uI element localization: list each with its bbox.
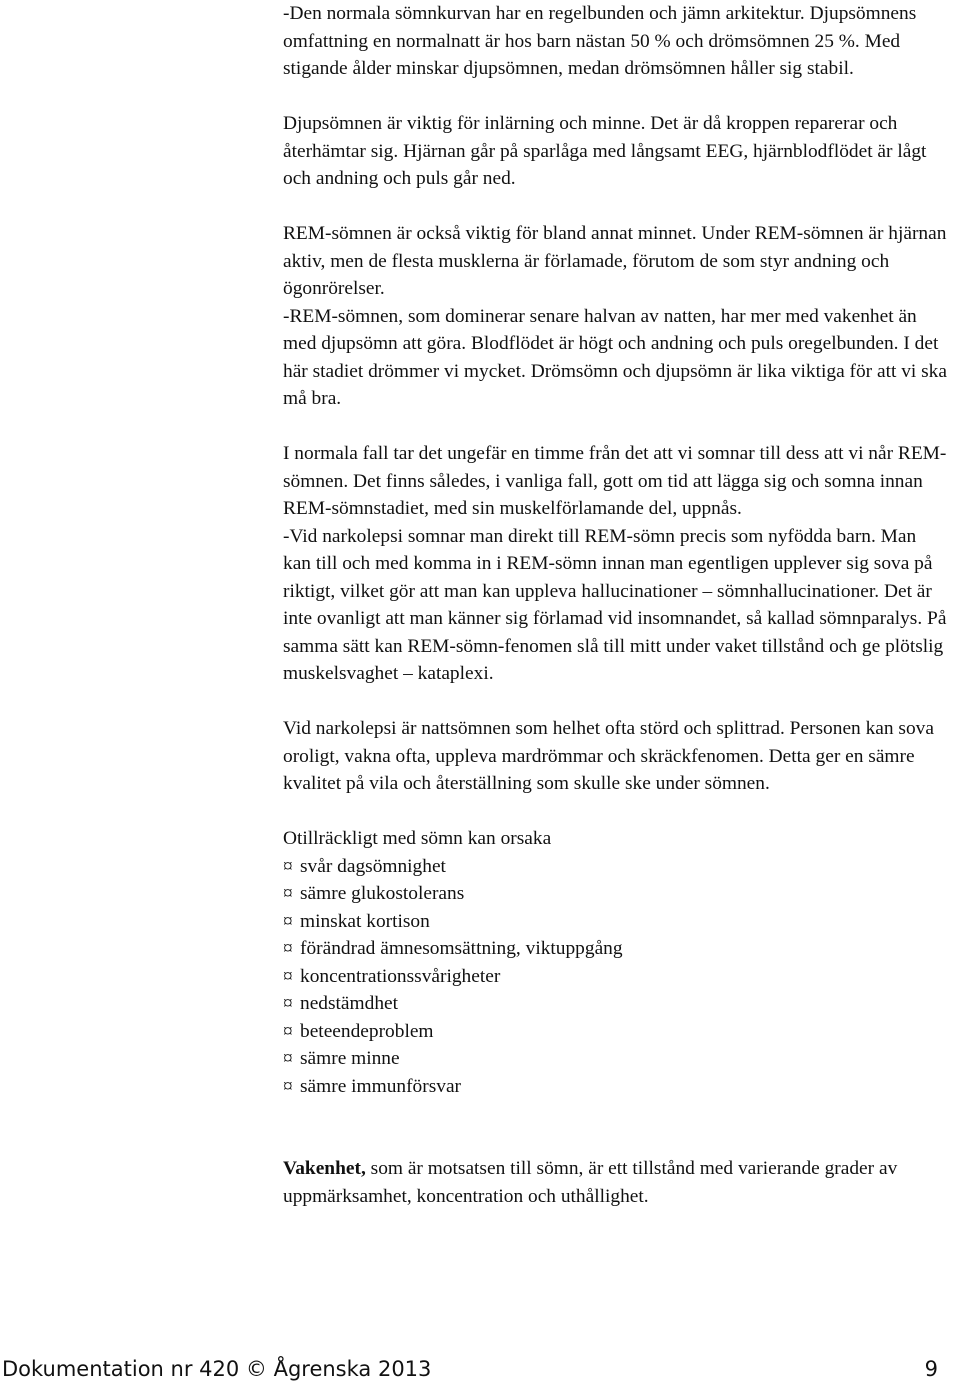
list-item: [283, 1045, 948, 1073]
paragraph-sleep-architecture: -Den normala sömnkurvan har en regelbunden och jämn arkitektur. Djupsömnens omfattning en normalnatt är hos barn nästan 50 % och drömsömnen 25 %. Med stigande ålder minskar djupsömnen, medan drömsömnen håller sig stabil.: [283, 3, 917, 79]
list-item-text: koncentrationssvårigheter: [300, 965, 501, 987]
list-item: [283, 1073, 948, 1101]
bullet-symbol: ¤: [283, 965, 293, 987]
document-body: [283, 0, 948, 1210]
list-item: [283, 963, 948, 991]
list-item-text: svår dagsömnighet: [300, 855, 446, 877]
bullet-symbol: ¤: [283, 938, 293, 959]
list-item: [283, 908, 948, 936]
footer-document-info: Dokumentation nr 420 © Ågrenska 2013: [2, 1357, 432, 1381]
list-item: [283, 853, 948, 881]
page-number: 9: [924, 1357, 938, 1381]
list-item: [283, 1018, 948, 1046]
bullet-symbol: ¤: [283, 883, 293, 904]
bullet-symbol: ¤: [283, 855, 293, 877]
paragraph-narcolepsy-onset: -Vid narkolepsi somnar man direkt till REM-sömn precis som nyfödda barn. Man kan till och med komma in i REM-sömn innan man egentligen upplever sig sova på riktigt, vilket gör att man kan uppleva hallucinationer – sömnhallucinationer. Det är inte ovanligt att man känner sig förlamad vid insomnandet, så kallad sömnparalys. På samma sätt kan REM-sömn-fenomen slå till mitt under vaket tillstånd och ge plötslig muskelsvaghet – kataplexi.: [283, 525, 947, 684]
list-item-text: sämre glukostolerans: [300, 883, 465, 904]
wakefulness-definition: som är motsatsen till sömn, är ett tillstånd med varierande grader av uppmärksamhet, koncentration och uthållighet.: [283, 1158, 898, 1207]
list-item-text: nedstämdhet: [300, 993, 399, 1014]
bullet-symbol: ¤: [283, 1075, 293, 1097]
page-footer: [0, 1355, 960, 1383]
paragraph-deep-sleep: Djupsömnen är viktig för inlärning och minne. Det är då kroppen reparerar och återhämtar sig. Hjärnan går på sparlåga med långsamt EEG, hjärnblodflödet är lågt och andning och puls går ned.: [283, 113, 927, 189]
bullet-symbol: ¤: [283, 993, 293, 1014]
list-item-text: sämre immunförsvar: [300, 1075, 462, 1097]
paragraph-normal-onset: I normala fall tar det ungefär en timme från det att vi somnar till dess att vi når REM-sömnen. Det finns således, i vanliga fall, gott om tid att lägga sig och somna innan REM-sömnstadiet, med sin muskelförlamande del, uppnås.: [283, 443, 947, 519]
list-item-text: sämre minne: [300, 1048, 400, 1069]
term-wakefulness: Vakenhet,: [283, 1158, 366, 1179]
list-item-text: beteendeproblem: [300, 1020, 434, 1042]
bullet-symbol: ¤: [283, 1048, 293, 1069]
list-item-text: minskat kortison: [300, 910, 430, 932]
list-item: [283, 990, 948, 1018]
list-item-text: förändrad ämnesomsättning, viktuppgång: [300, 938, 623, 959]
paragraph-rem-night: -REM-sömnen, som dominerar senare halvan av natten, har mer med vakenhet än med djupsömn att göra. Blodflödet är högt och andning och puls oregelbunden. I det här stadiet drömmer vi mycket. Drömsömn och djupsömn är lika viktiga för att vi ska må bra.: [283, 305, 947, 409]
list-item: [283, 935, 948, 963]
bullet-symbol: ¤: [283, 910, 293, 932]
list-intro: Otillräckligt med sömn kan orsaka: [283, 828, 552, 849]
list-item: [283, 880, 948, 908]
paragraph-night-sleep: Vid narkolepsi är nattsömnen som helhet ofta störd och splittrad. Personen kan sova oroligt, vakna ofta, uppleva mardrömmar och skräckfenomen. Detta ger en sämre kvalitet på vila och återställning som skulle ske under sömnen.: [283, 718, 934, 794]
paragraph-wakefulness: [283, 1155, 948, 1210]
sleep-deprivation-list: [283, 853, 948, 1101]
bullet-symbol: ¤: [283, 1020, 293, 1042]
paragraph-rem-sleep: REM-sömnen är också viktig för bland annat minnet. Under REM-sömnen är hjärnan aktiv, men de flesta musklerna är förlamade, förutom de som styr andning och ögonrörelser.: [283, 223, 947, 299]
